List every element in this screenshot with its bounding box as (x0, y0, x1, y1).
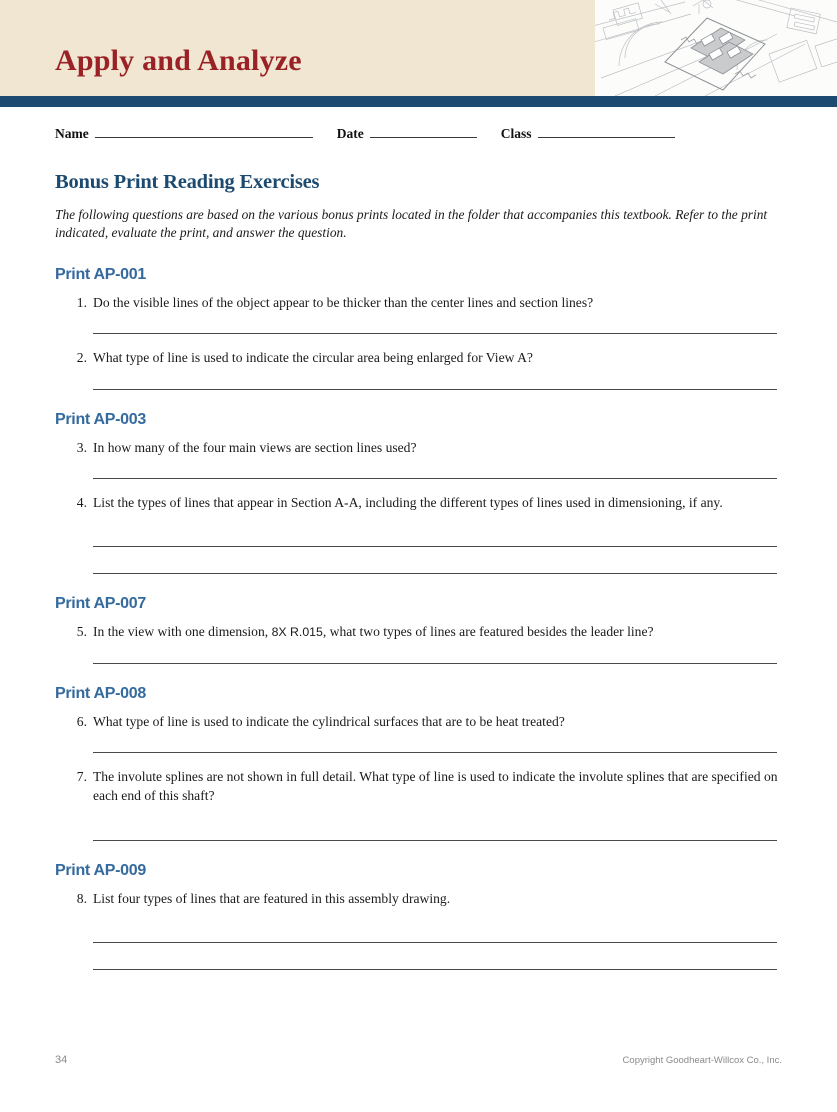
copyright-notice: Copyright Goodheart-Willcox Co., Inc. (622, 1055, 782, 1066)
spacer (55, 547, 782, 573)
question-text: Do the visible lines of the object appear to be thicker than the center lines and section lines? (93, 295, 594, 311)
section-title: Bonus Print Reading Exercises (55, 171, 320, 193)
question-5 (55, 622, 782, 641)
spacer (55, 731, 782, 752)
answer-line[interactable] (93, 573, 777, 574)
answer-line[interactable] (93, 663, 777, 664)
question-text: What type of line is used to indicate the circular area being enlarged for View A? (93, 350, 533, 366)
print-heading-ap-001: Print AP-001 (55, 266, 146, 284)
spacer (55, 312, 782, 333)
question-text (87, 622, 782, 641)
question-number: 1. (76, 295, 87, 311)
question-2 (55, 348, 782, 367)
print-heading-ap-008: Print AP-008 (55, 684, 146, 702)
print-heading-ap-009: Print AP-009 (55, 861, 146, 879)
spacer (55, 806, 782, 840)
question-number: 6. (76, 713, 87, 729)
answer-line[interactable] (93, 969, 777, 970)
technical-drawings-photo (595, 0, 837, 96)
spacer (55, 512, 782, 546)
print-group-ap-001 (55, 266, 782, 390)
class-input[interactable] (538, 126, 675, 138)
header-accent-bar (0, 96, 837, 107)
question-8 (55, 889, 782, 908)
name-input[interactable] (95, 126, 313, 138)
page-footer (0, 1054, 837, 1066)
page-number: 34 (55, 1054, 68, 1066)
spacer (55, 908, 782, 942)
question-number: 5. (76, 624, 87, 640)
page-body (0, 126, 837, 970)
question-number: 4. (76, 495, 87, 511)
question-text: List four types of lines that are featured in this assembly drawing. (93, 890, 451, 906)
question-text: What type of line is used to indicate the cylindrical surfaces that are to be heat treated? (93, 713, 565, 729)
dimension-callout: 8X R.015 (271, 625, 323, 640)
question-number: 3. (76, 439, 87, 455)
print-heading-ap-003: Print AP-003 (55, 410, 146, 428)
question-text-before: In the view with one dimension, (93, 624, 272, 640)
print-heading-ap-007: Print AP-007 (55, 595, 146, 613)
print-group-ap-007 (55, 595, 782, 663)
print-group-ap-003 (55, 411, 782, 575)
student-info-line (55, 126, 782, 142)
question-text-after: , what two types of lines are featured besides the leader line? (322, 624, 654, 640)
spacer (55, 943, 782, 969)
page-title: Apply and Analyze (55, 44, 302, 77)
question-text: In how many of the four main views are section lines used? (93, 439, 417, 455)
spacer (55, 642, 782, 663)
print-group-ap-009 (55, 862, 782, 970)
question-6 (55, 712, 782, 731)
question-text: The involute splines are not shown in full detail. What type of line is used to indicate the involute splines that are specified on each end of this shaft? (93, 769, 778, 804)
question-number: 2. (76, 350, 87, 366)
spacer (55, 334, 782, 348)
name-label: Name (55, 126, 89, 141)
answer-line[interactable] (93, 389, 777, 390)
question-text: List the types of lines that appear in Section A-A, including the different types of lines used in dimensioning, if any. (93, 495, 723, 511)
question-4 (55, 493, 782, 512)
date-label: Date (336, 126, 364, 141)
question-7 (55, 767, 782, 806)
page-header (0, 0, 837, 107)
section-intro: The following questions are based on the various bonus prints located in the folder that accompanies this textbook. Refer to the print indicated, evaluate the print, and answer the question. (55, 207, 768, 241)
date-input[interactable] (370, 126, 477, 138)
spacer (55, 368, 782, 389)
answer-line[interactable] (93, 840, 777, 841)
question-number: 8. (76, 890, 87, 906)
spacer (55, 479, 782, 493)
question-1 (55, 293, 782, 312)
spacer (55, 753, 782, 767)
print-group-ap-008 (55, 685, 782, 841)
question-number: 7. (76, 769, 87, 785)
spacer (55, 457, 782, 478)
class-label: Class (500, 126, 532, 141)
question-3 (55, 438, 782, 457)
